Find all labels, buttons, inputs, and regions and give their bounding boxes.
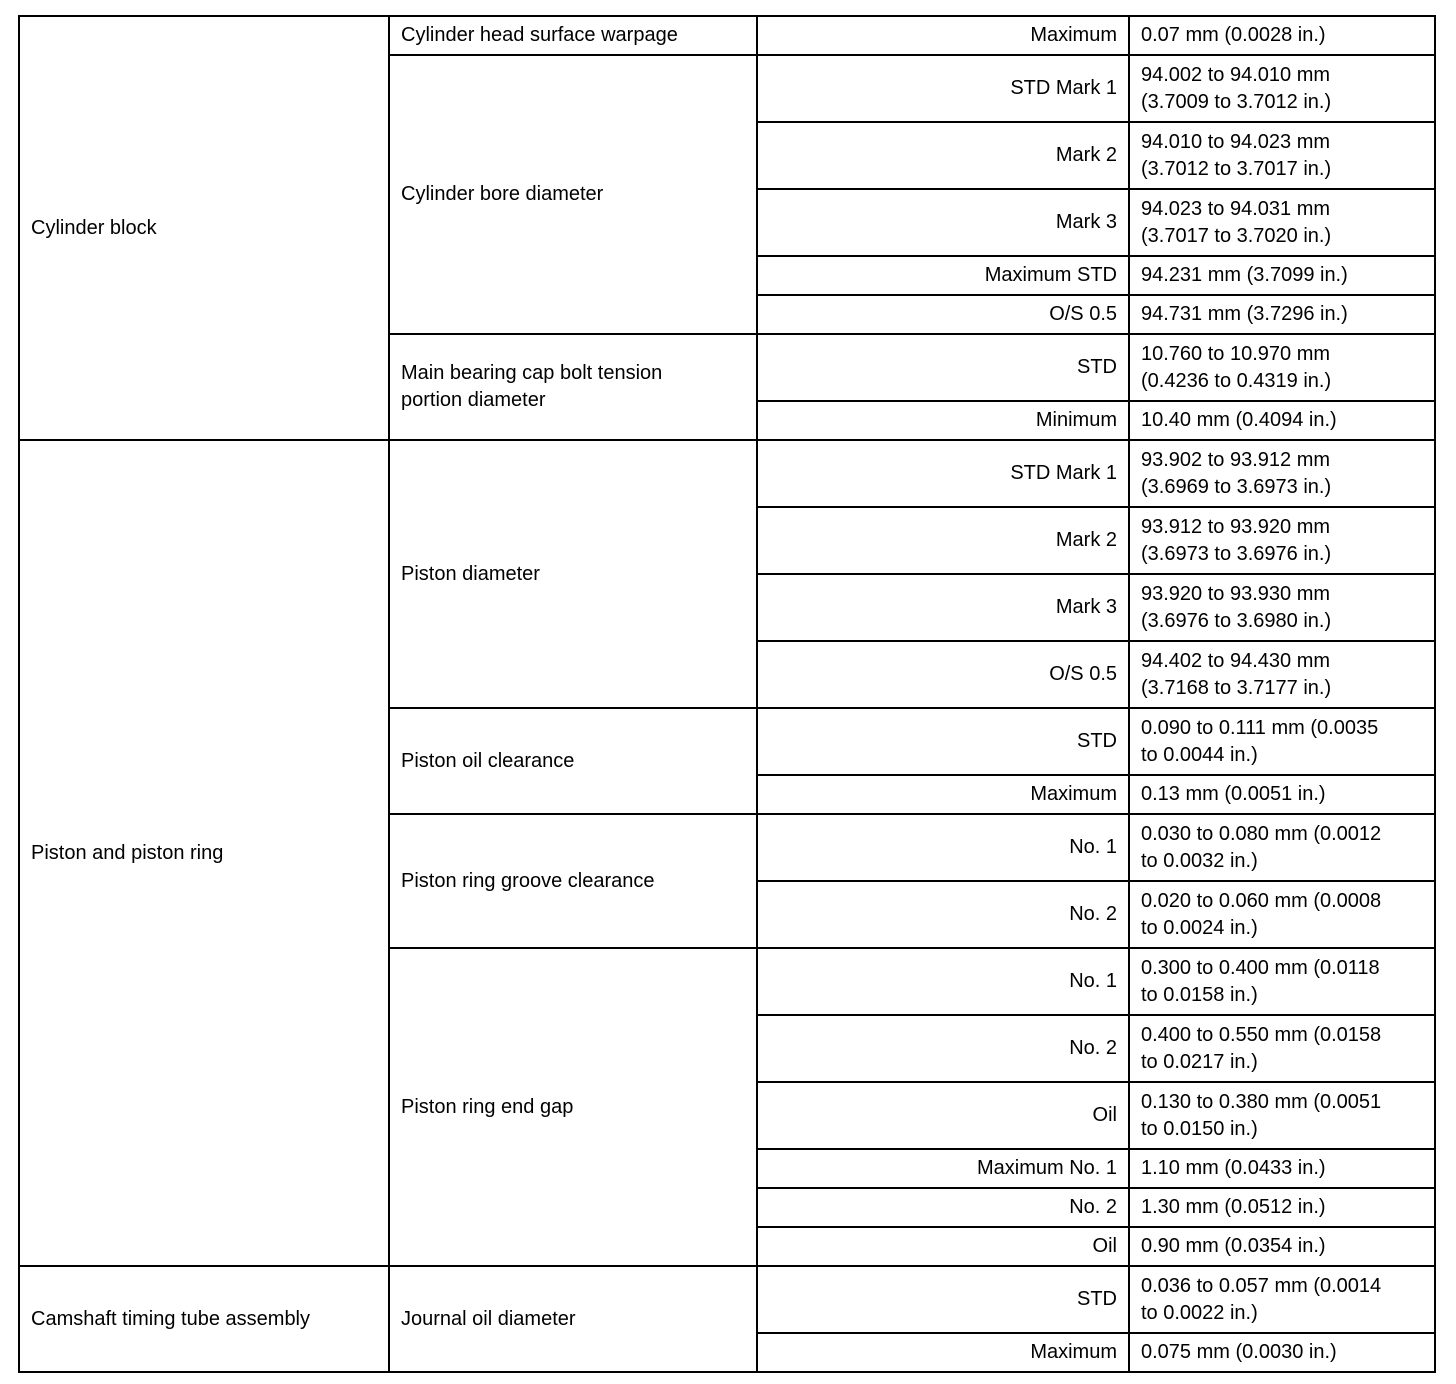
condition-cell: Maximum — [757, 1333, 1129, 1372]
table-row — [19, 440, 1435, 507]
category-cell: Camshaft timing tube assembly — [19, 1266, 389, 1372]
item-name-cell: Piston ring end gap — [389, 948, 757, 1266]
value-cell: 0.300 to 0.400 mm (0.0118 to 0.0158 in.) — [1129, 948, 1435, 1015]
condition-cell: Oil — [757, 1082, 1129, 1149]
item-name-cell: Piston ring groove clearance — [389, 814, 757, 948]
value-cell: 93.912 to 93.920 mm (3.6973 to 3.6976 in.) — [1129, 507, 1435, 574]
condition-cell: O/S 0.5 — [757, 641, 1129, 708]
condition-cell: STD — [757, 1266, 1129, 1333]
spec-table — [18, 15, 1436, 1373]
condition-cell: Mark 3 — [757, 574, 1129, 641]
value-cell: 10.760 to 10.970 mm (0.4236 to 0.4319 in.) — [1129, 334, 1435, 401]
condition-cell: No. 1 — [757, 948, 1129, 1015]
item-name-cell: Cylinder bore diameter — [389, 55, 757, 334]
condition-cell: Oil — [757, 1227, 1129, 1266]
value-cell: 0.130 to 0.380 mm (0.0051 to 0.0150 in.) — [1129, 1082, 1435, 1149]
value-cell: 0.036 to 0.057 mm (0.0014 to 0.0022 in.) — [1129, 1266, 1435, 1333]
condition-cell: Mark 3 — [757, 189, 1129, 256]
condition-cell: Mark 2 — [757, 507, 1129, 574]
spec-table-body — [19, 16, 1435, 1372]
value-cell: 1.10 mm (0.0433 in.) — [1129, 1149, 1435, 1188]
condition-cell: Maximum — [757, 775, 1129, 814]
condition-cell: Maximum STD — [757, 256, 1129, 295]
table-row — [19, 1266, 1435, 1333]
item-name-cell: Journal oil diameter — [389, 1266, 757, 1372]
item-name-cell: Cylinder head surface warpage — [389, 16, 757, 55]
condition-cell: STD — [757, 708, 1129, 775]
category-cell: Piston and piston ring — [19, 440, 389, 1266]
condition-cell: No. 2 — [757, 881, 1129, 948]
value-cell: 0.020 to 0.060 mm (0.0008 to 0.0024 in.) — [1129, 881, 1435, 948]
item-name-cell: Main bearing cap bolt tension portion diameter — [389, 334, 757, 440]
value-cell: 1.30 mm (0.0512 in.) — [1129, 1188, 1435, 1227]
value-cell: 94.731 mm (3.7296 in.) — [1129, 295, 1435, 334]
value-cell: 94.002 to 94.010 mm (3.7009 to 3.7012 in.) — [1129, 55, 1435, 122]
value-cell: 0.13 mm (0.0051 in.) — [1129, 775, 1435, 814]
condition-cell: Mark 2 — [757, 122, 1129, 189]
value-cell: 93.920 to 93.930 mm (3.6976 to 3.6980 in.) — [1129, 574, 1435, 641]
condition-cell: Maximum — [757, 16, 1129, 55]
value-cell: 0.400 to 0.550 mm (0.0158 to 0.0217 in.) — [1129, 1015, 1435, 1082]
condition-cell: STD Mark 1 — [757, 440, 1129, 507]
table-row — [19, 16, 1435, 55]
value-cell: 94.231 mm (3.7099 in.) — [1129, 256, 1435, 295]
value-cell: 10.40 mm (0.4094 in.) — [1129, 401, 1435, 440]
condition-cell: No. 2 — [757, 1015, 1129, 1082]
value-cell: 0.090 to 0.111 mm (0.0035 to 0.0044 in.) — [1129, 708, 1435, 775]
condition-cell: Maximum No. 1 — [757, 1149, 1129, 1188]
condition-cell: No. 1 — [757, 814, 1129, 881]
value-cell: 0.030 to 0.080 mm (0.0012 to 0.0032 in.) — [1129, 814, 1435, 881]
condition-cell: STD — [757, 334, 1129, 401]
category-cell: Cylinder block — [19, 16, 389, 440]
value-cell: 94.023 to 94.031 mm (3.7017 to 3.7020 in.) — [1129, 189, 1435, 256]
value-cell: 94.010 to 94.023 mm (3.7012 to 3.7017 in.) — [1129, 122, 1435, 189]
value-cell: 94.402 to 94.430 mm (3.7168 to 3.7177 in.) — [1129, 641, 1435, 708]
item-name-cell: Piston diameter — [389, 440, 757, 708]
value-cell: 0.07 mm (0.0028 in.) — [1129, 16, 1435, 55]
condition-cell: Minimum — [757, 401, 1129, 440]
condition-cell: O/S 0.5 — [757, 295, 1129, 334]
item-name-cell: Piston oil clearance — [389, 708, 757, 814]
condition-cell: STD Mark 1 — [757, 55, 1129, 122]
value-cell: 93.902 to 93.912 mm (3.6969 to 3.6973 in.) — [1129, 440, 1435, 507]
value-cell: 0.90 mm (0.0354 in.) — [1129, 1227, 1435, 1266]
value-cell: 0.075 mm (0.0030 in.) — [1129, 1333, 1435, 1372]
condition-cell: No. 2 — [757, 1188, 1129, 1227]
